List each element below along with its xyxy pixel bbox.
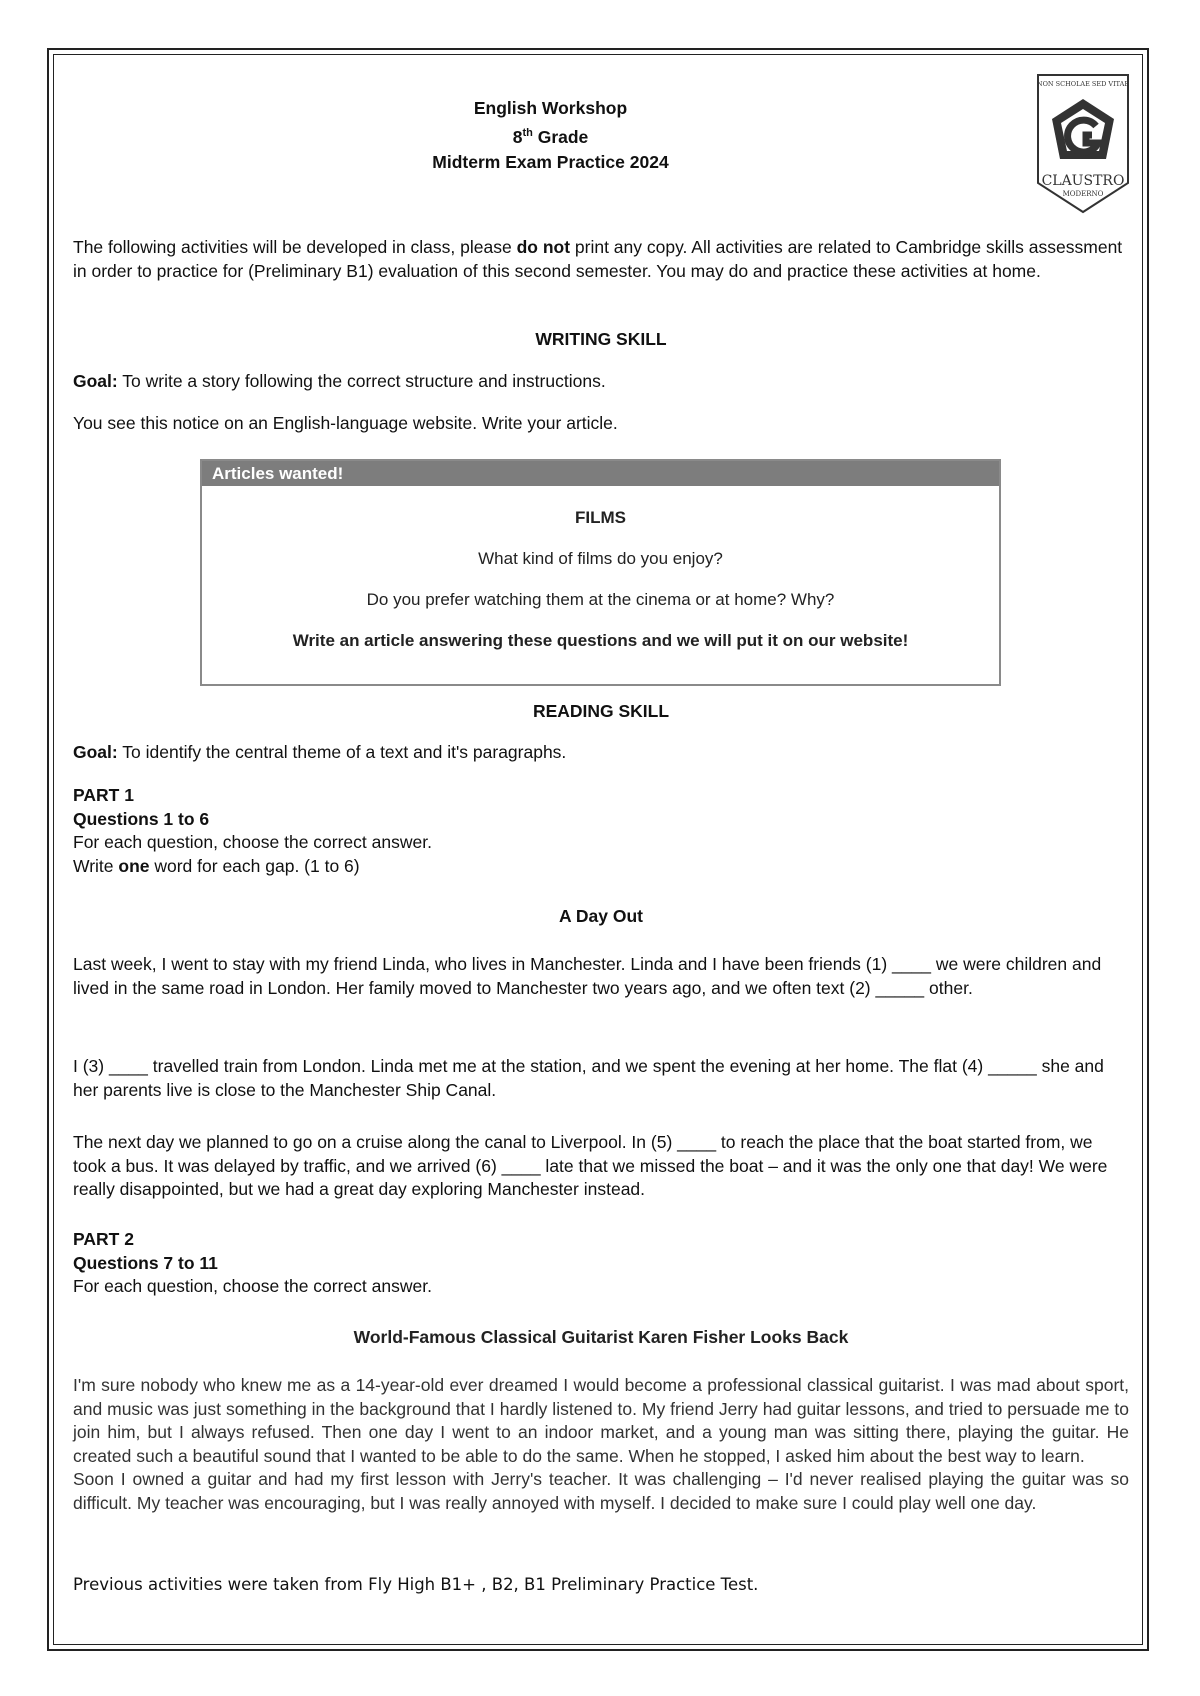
writing-skill-heading: WRITING SKILL (535, 329, 667, 349)
instruction-text: word for each gap. (1 to 6) (149, 855, 360, 876)
goal-label: Goal: (73, 742, 118, 762)
part-1-instruction-1: For each question, choose the correct answer. (73, 832, 432, 852)
part-2-questions: Questions 7 to 11 (73, 1252, 218, 1273)
notice-instruction: Write an article answering these questions and we will put it on our website! (292, 631, 909, 650)
goal-text: To identify the central theme of a text and it's paragraphs. (117, 742, 567, 762)
intro-text-a: The following activities will be developed in class, please (73, 237, 517, 257)
grade-number: 8 (512, 126, 523, 147)
goal-text: To write a story following the correct structure and instructions. (117, 371, 606, 391)
a-day-out-paragraph-2: I (3) ____ travelled train from London. Linda met me at the station, and we spent the evening at her home. The flat (4) _____ she and her parents live is close to the Manchester Ship Canal. (73, 1056, 1104, 1100)
document-header (73, 96, 1129, 175)
guitarist-paragraph-1: I'm sure nobody who knew me as a 14-year-old ever dreamed I would become a professional classical guitarist. I was mad about sport, and music was just something in the background that I hardly listened to. My friend Jerry had guitar lessons, and tried to persuade me to join him, but I always refused. Then one day I went to an indoor market, and a young man was sitting there, playing the guitar. He created such a beautiful sound that I wanted to be able to do the same. When he stopped, I asked him about the best way to learn. (73, 1375, 1129, 1466)
reading-goal (73, 741, 1129, 765)
instruction-emphasis: one (118, 855, 150, 876)
intro-emphasis: do not (516, 237, 571, 257)
notice-question-2: Do you prefer watching them at the cinema or at home? Why? (366, 590, 835, 609)
part-1-instructions (73, 784, 1129, 878)
source-credit: Previous activities were taken from Fly High B1+ , B2, B1 Preliminary Practice Test. (73, 1575, 759, 1594)
part-2-label: PART 2 (73, 1229, 134, 1249)
crest-subname: MODERNO (1062, 190, 1104, 198)
writing-notice-text: You see this notice on an English-language website. Write your article. (73, 413, 618, 433)
part-2-instruction: For each question, choose the correct answer. (73, 1276, 432, 1296)
notice-title-bar: Articles wanted! (202, 461, 999, 486)
intro-text-b: print any copy. All activities are related to Cambridge skills assessment in order to practice for (Preliminary B1) evaluation of this second semester. You may do and practice these activities at home. (73, 237, 1123, 281)
goal-label: Goal: (73, 371, 118, 391)
notice-body (202, 508, 999, 651)
part-1-questions: Questions 1 to 6 (73, 808, 210, 829)
articles-wanted-notice (200, 459, 1001, 686)
header-subtitle: Midterm Exam Practice 2024 (432, 151, 669, 172)
a-day-out-paragraph-3: The next day we planned to go on a cruise along the canal to Liverpool. In (5) ____ to reach the place that the boat started from, we took a bus. It was delayed by traffic, and we arrived (6) ____ late that we missed the boat – and it was the only one that day! We were really disappointed, but we had a great day exploring Manchester instead. (73, 1132, 1108, 1199)
guitarist-article-title: World-Famous Classical Guitarist Karen Fisher Looks Back (353, 1327, 849, 1347)
crest-name: CLAUSTRO (1041, 173, 1125, 189)
reading-skill-heading: READING SKILL (532, 701, 670, 721)
instruction-text: Write (73, 855, 119, 876)
grade-suffix: th (522, 127, 533, 139)
notice-topic: FILMS (575, 508, 626, 527)
writing-goal (73, 370, 1129, 394)
a-day-out-paragraph-1: Last week, I went to stay with my friend Linda, who lives in Manchester. Linda and I have been friends (1) ____ we were children and lived in the same road in London. Her family moved to Manchester two years ago, and we often text (2) _____ other. (73, 954, 1102, 998)
guitarist-paragraph-2: Soon I owned a guitar and had my first lesson with Jerry's teacher. It was challenging – I'd never realised playing the guitar was so difficult. My teacher was encouraging, but I was really annoyed with myself. I decided to make sure I could play well one day. (73, 1469, 1129, 1513)
intro-paragraph (73, 236, 1129, 283)
part-1-label: PART 1 (73, 785, 134, 805)
grade-word: Grade (537, 126, 589, 147)
crest-motto: NON SCHOLAE SED VITAE (1036, 80, 1130, 88)
header-grade (73, 121, 1028, 150)
part-2-instructions (73, 1228, 1129, 1299)
header-title: English Workshop (473, 98, 628, 118)
a-day-out-title: A Day Out (559, 906, 643, 926)
notice-question-1: What kind of films do you enjoy? (478, 549, 723, 568)
part-1-instruction-2 (73, 855, 1129, 879)
guitarist-article-body (73, 1374, 1129, 1515)
